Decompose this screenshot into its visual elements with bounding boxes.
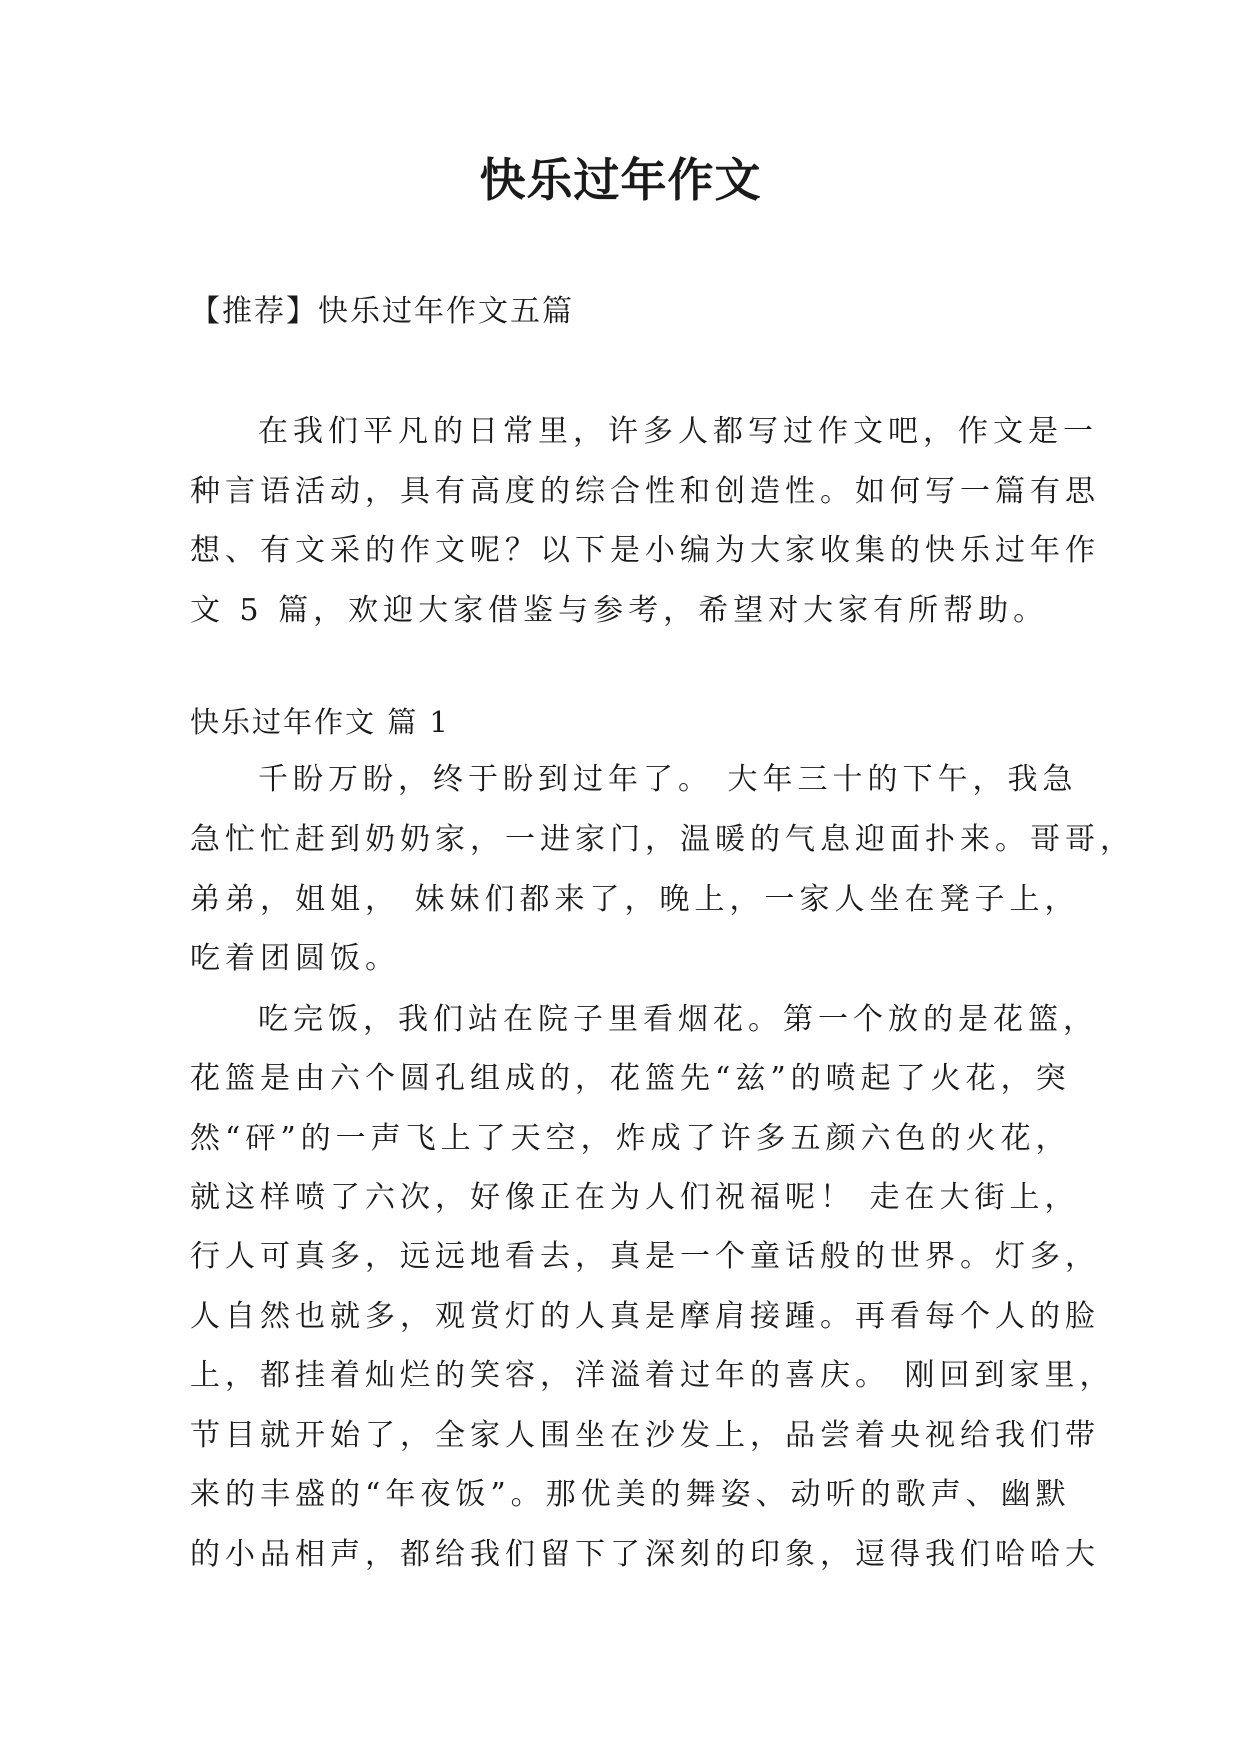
paragraph-line: 弟弟，姐姐， 妹妹们都来了，晚上，一家人坐在凳子上， — [190, 882, 1080, 917]
paragraph-line: 人自然也就多，观赏灯的人真是摩肩接踵。再看每个人的脸 — [190, 1299, 1100, 1334]
document-subtitle: 【推荐】快乐过年作文五篇 — [190, 294, 574, 329]
paragraph-line: 就这样喷了六次，好像正在为人们祝福呢！ 走在大街上， — [190, 1180, 1080, 1215]
paragraph-line: 节目就开始了，全家人围坐在沙发上，品尝着央视给我们带 — [190, 1418, 1100, 1453]
paragraph-line: 花篮是由六个圆孔组成的，花篮先“兹”的喷起了火花，突 — [190, 1061, 1071, 1096]
paragraph-line: 行人可真多，远远地看去，真是一个童话般的世界。灯多， — [190, 1239, 1100, 1274]
document-title: 快乐过年作文 — [479, 153, 762, 207]
intro-line: 想、有文采的作文呢？以下是小编为大家收集的快乐过年作 — [190, 533, 1100, 568]
paragraph-line: 然“砰”的一声飞上了天空，炸成了许多五颜六色的火花， — [190, 1121, 1071, 1156]
intro-line: 在我们平凡的日常里，许多人都写过作文吧，作文是一 — [258, 414, 1098, 449]
paragraph-line: 吃着团圆饭。 — [190, 941, 400, 976]
intro-line: 文 5 篇，欢迎大家借鉴与参考，希望对大家有所帮助。 — [190, 593, 1049, 628]
paragraph-line: 千盼万盼，终于盼到过年了。 大年三十的下午，我急 — [258, 762, 1078, 797]
intro-line: 种言语活动，具有高度的综合性和创造性。如何写一篇有思 — [190, 474, 1100, 509]
paragraph-line: 急忙忙赶到奶奶家，一进家门，温暖的气息迎面扑来。哥哥， — [190, 822, 1135, 857]
section-heading: 快乐过年作文 篇 1 — [190, 705, 450, 739]
paragraph-line: 的小品相声，都给我们留下了深刻的印象，逗得我们哈哈大 — [190, 1537, 1100, 1572]
paragraph-line: 来的丰盛的“年夜饭”。那优美的舞姿、动听的歌声、幽默 — [190, 1477, 1071, 1512]
paragraph-line: 吃完饭，我们站在院子里看烟花。第一个放的是花篮， — [258, 1002, 1098, 1037]
paragraph-line: 上，都挂着灿烂的笑容，洋溢着过年的喜庆。 刚回到家里， — [190, 1358, 1115, 1393]
